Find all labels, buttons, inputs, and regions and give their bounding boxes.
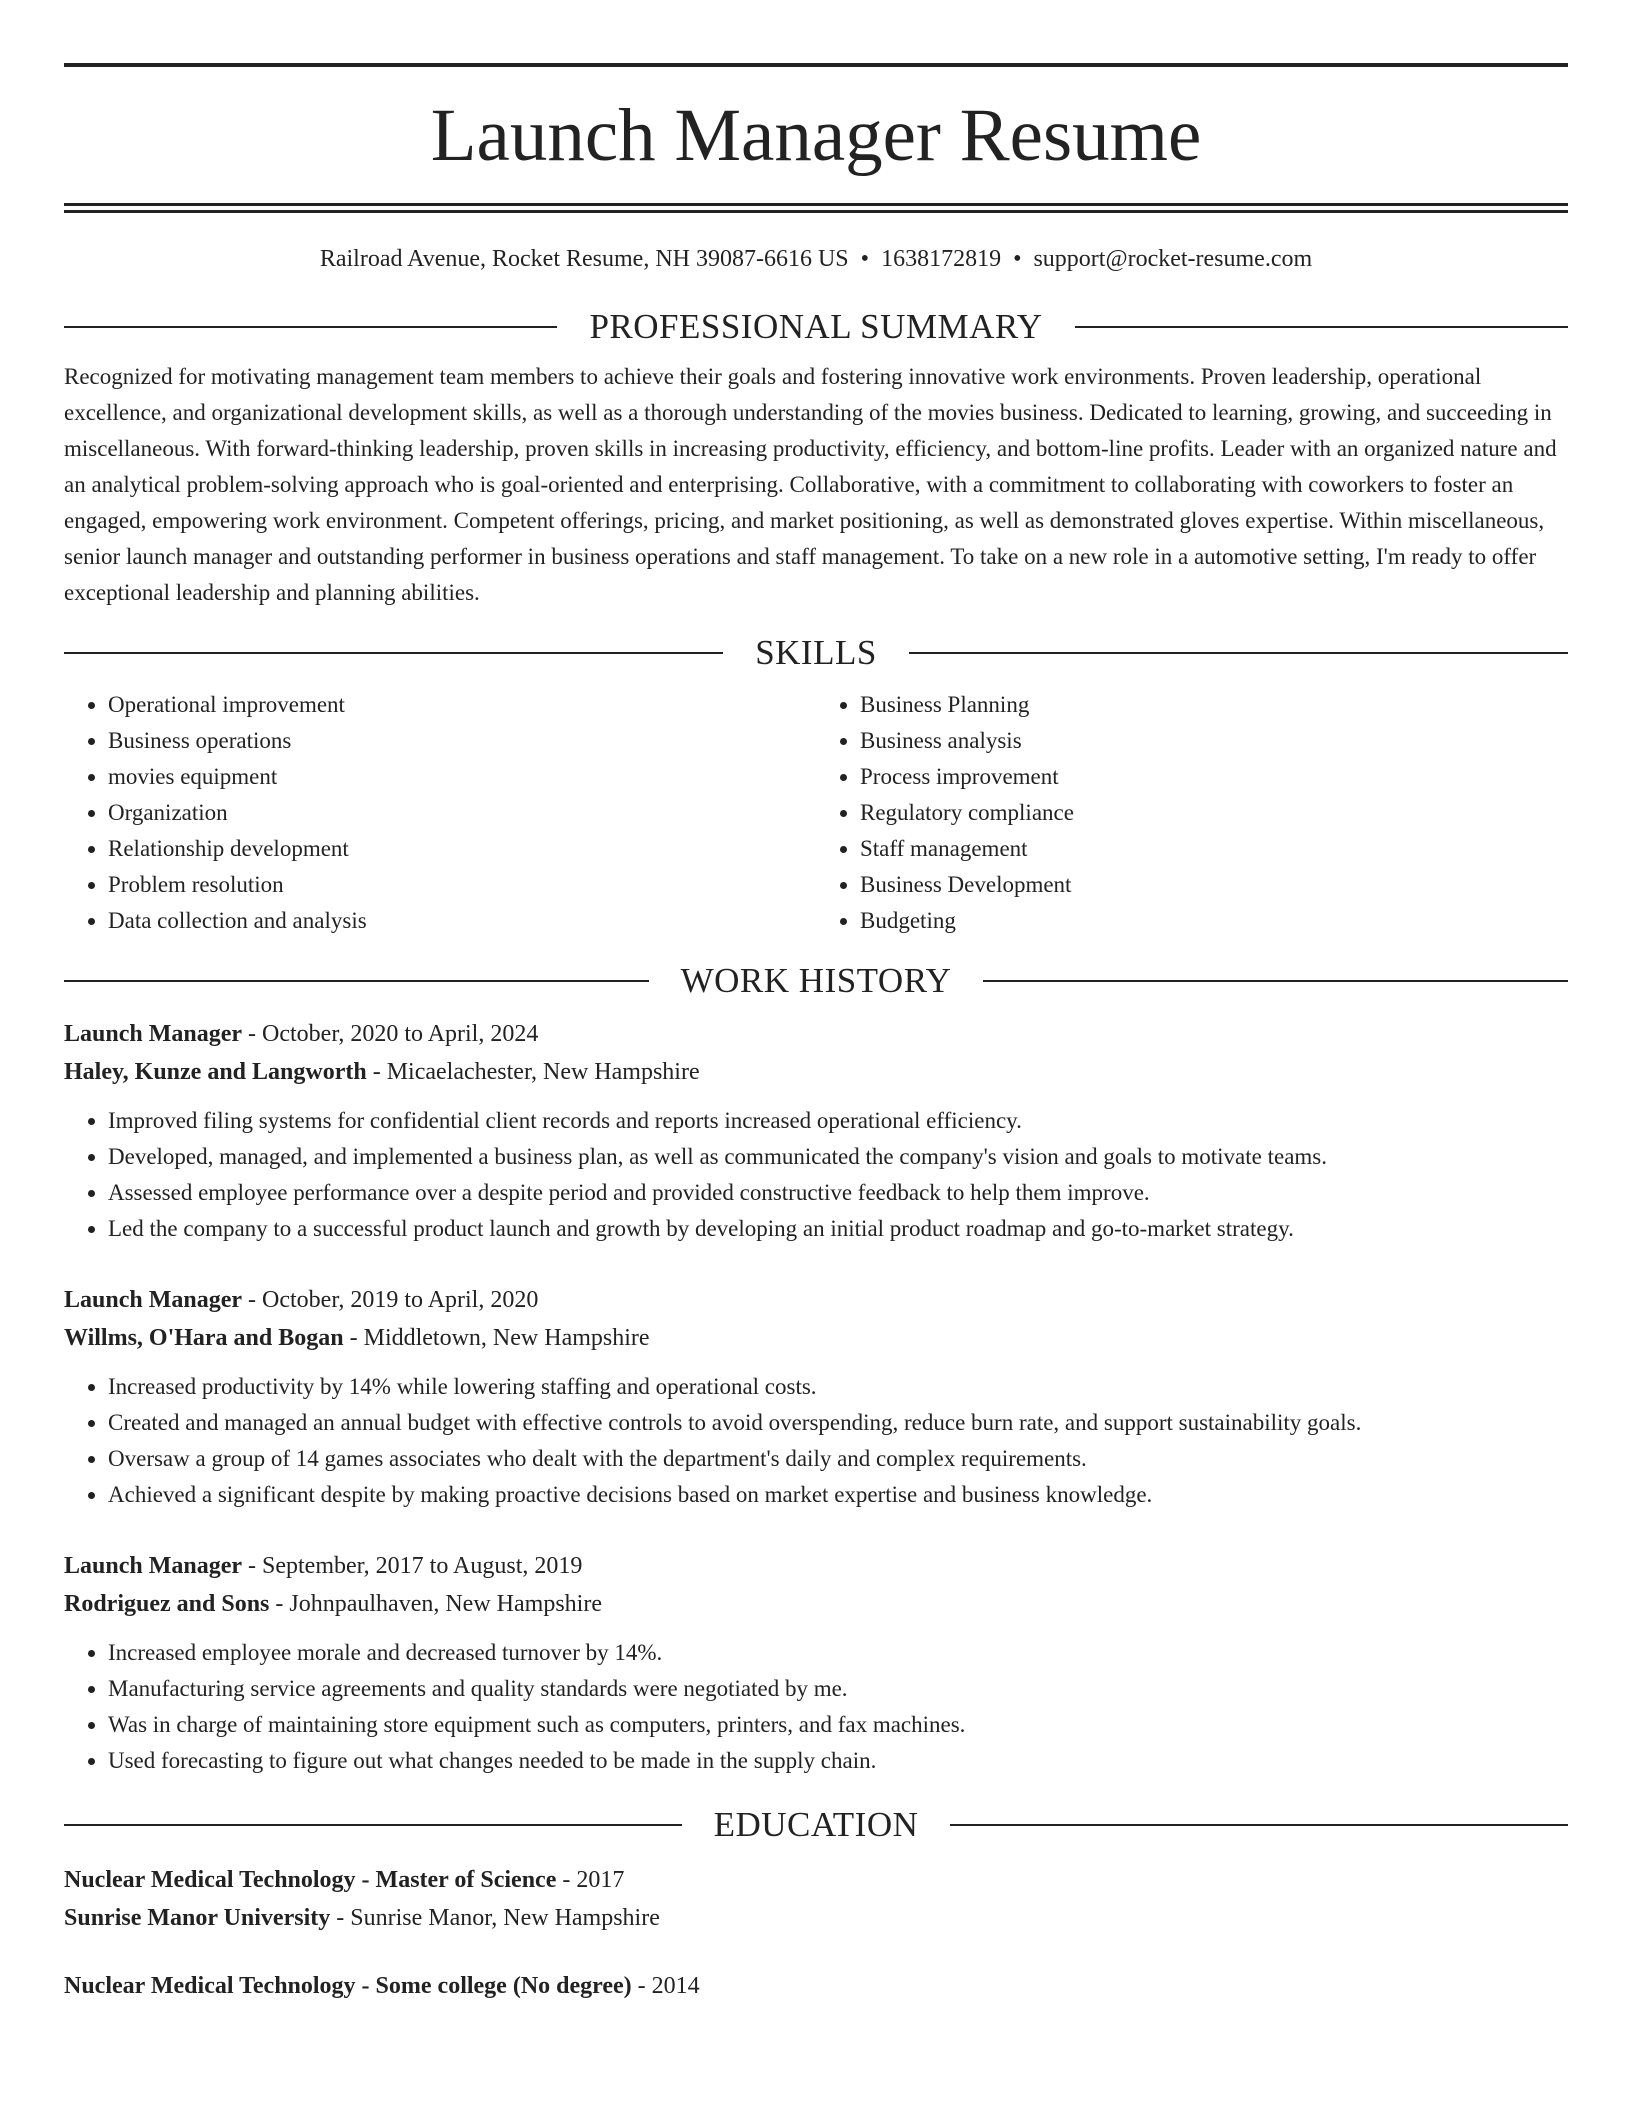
page-title: Launch Manager Resume (430, 94, 1202, 177)
job-entry (64, 1547, 1568, 1779)
skills-column-left (64, 687, 816, 939)
job-dates: - October, 2019 to April, 2020 (242, 1287, 539, 1313)
job-bullets (64, 1103, 1568, 1247)
section-title: WORK HISTORY (680, 961, 952, 1000)
job-title-line (64, 1015, 1568, 1053)
section-title: SKILLS (755, 633, 877, 672)
section-rule (983, 980, 1568, 982)
skill-item: • Business operations (108, 723, 816, 759)
skills-list (64, 687, 1568, 939)
section-rule (64, 652, 723, 654)
section-rule (64, 980, 649, 982)
education-degree: Nuclear Medical Technology - Master of Science (64, 1867, 557, 1893)
job-company-line (64, 1585, 1568, 1623)
job-bullet: • Led the company to a successful product launch and growth by developing an initial product roadmap and go-to-market strategy. (108, 1211, 1568, 1247)
skill-item: • Problem resolution (108, 867, 816, 903)
summary-text: Recognized for motivating management team members to achieve their goals and fostering innovative work environments. Proven leadership, operational excellence, and organizational development skills, as well as a thorough understanding of the movies business. Dedicated to learning, growing, and succeeding in miscellaneous. With forward-thinking leadership, proven skills in increasing productivity, efficiency, and bottom-line profits. Leader with an organized nature and an analytical problem-solving approach who is goal-oriented and enterprising. Collaborative, with a commitment to collaborating with coworkers to foster an engaged, empowering work environment. Competent offerings, pricing, and market positioning, as well as demonstrated gloves expertise. Within miscellaneous, senior launch manager and outstanding performer in business operations and staff management. To take on a new role in a automotive setting, I'm ready to offer exceptional leadership and planning abilities. (64, 364, 1557, 605)
skills-column-right (816, 687, 1568, 939)
education-degree-line (64, 1861, 1568, 1899)
section-rule (950, 1824, 1568, 1826)
job-title: Launch Manager (64, 1021, 243, 1047)
contact-separator: • (860, 246, 870, 272)
education-degree-line (64, 1967, 1568, 2005)
skill-item: • Staff management (860, 831, 1568, 867)
job-title: Launch Manager (64, 1553, 243, 1579)
contact-phone: 1638172819 (881, 246, 1002, 272)
section-header-skills (64, 631, 1568, 675)
job-bullet: • Increased productivity by 14% while lowering staffing and operational costs. (108, 1369, 1568, 1405)
title-double-rule (64, 203, 1568, 213)
job-bullets (64, 1635, 1568, 1779)
job-bullet: • Was in charge of maintaining store equipment such as computers, printers, and fax machines. (108, 1707, 1568, 1743)
section-title: PROFESSIONAL SUMMARY (589, 307, 1043, 346)
job-company: Willms, O'Hara and Bogan (64, 1325, 344, 1351)
skill-item: • Organization (108, 795, 816, 831)
education-entry (64, 1967, 1568, 2005)
section-header-education (64, 1803, 1568, 1847)
section-rule (64, 326, 557, 328)
job-title: Launch Manager (64, 1287, 243, 1313)
contact-separator: • (1013, 246, 1022, 272)
job-bullet: • Achieved a significant despite by making proactive decisions based on market expertise and business knowledge. (108, 1477, 1568, 1513)
job-bullet: • Assessed employee performance over a despite period and provided constructive feedback to help them improve. (108, 1175, 1568, 1211)
section-header-summary (64, 305, 1568, 349)
education-school-line (64, 1899, 1568, 1937)
section-title: EDUCATION (713, 1805, 919, 1844)
job-location: - Johnpaulhaven, New Hampshire (269, 1591, 602, 1617)
section-rule (64, 1824, 682, 1826)
education-year: - 2017 (556, 1867, 625, 1893)
job-company-line (64, 1319, 1568, 1357)
job-bullet: • Increased employee morale and decreased turnover by 14%. (108, 1635, 1568, 1671)
skill-item: • Relationship development (108, 831, 816, 867)
job-location: - Micaelachester, New Hampshire (366, 1059, 700, 1085)
top-rule (64, 63, 1568, 67)
skill-item: • Data collection and analysis (108, 903, 816, 939)
job-title-line (64, 1281, 1568, 1319)
skill-item: • Regulatory compliance (860, 795, 1568, 831)
contact-address: Railroad Avenue, Rocket Resume, NH 39087-6616 US (319, 246, 849, 272)
job-bullet: • Used forecasting to figure out what changes needed to be made in the supply chain. (108, 1743, 1568, 1779)
job-bullet: • Manufacturing service agreements and quality standards were negotiated by me. (108, 1671, 1568, 1707)
education-school: Sunrise Manor University (64, 1905, 331, 1931)
skill-item: • movies equipment (108, 759, 816, 795)
job-entry (64, 1281, 1568, 1513)
job-location: - Middletown, New Hampshire (343, 1325, 650, 1351)
job-bullet: • Developed, managed, and implemented a business plan, as well as communicated the company's vision and goals to motivate teams. (108, 1139, 1568, 1175)
job-bullet: • Oversaw a group of 14 games associates who dealt with the department's daily and complex requirements. (108, 1441, 1568, 1477)
skill-item: • Operational improvement (108, 687, 816, 723)
job-company: Haley, Kunze and Langworth (64, 1059, 367, 1085)
section-rule (909, 652, 1568, 654)
job-company: Rodriguez and Sons (64, 1591, 270, 1617)
section-rule (1075, 326, 1568, 328)
job-title-line (64, 1547, 1568, 1585)
contact-email: support@rocket-resume.com (1033, 246, 1313, 272)
education-degree: Nuclear Medical Technology - Some college (No degree) (64, 1973, 632, 1999)
education-year: - 2014 (631, 1973, 700, 1999)
skill-item: • Business Development (860, 867, 1568, 903)
job-bullets (64, 1369, 1568, 1513)
contact-line (64, 244, 1568, 274)
skill-item: • Business analysis (860, 723, 1568, 759)
skill-item: • Process improvement (860, 759, 1568, 795)
education-location: - Sunrise Manor, New Hampshire (330, 1905, 660, 1931)
section-header-work (64, 959, 1568, 1003)
job-entry (64, 1015, 1568, 1247)
education-entry (64, 1861, 1568, 1937)
skill-item: • Business Planning (860, 687, 1568, 723)
skill-item: • Budgeting (860, 903, 1568, 939)
job-bullet: • Created and managed an annual budget with effective controls to avoid overspending, reduce burn rate, and support sustainability goals. (108, 1405, 1568, 1441)
job-bullet: • Improved filing systems for confidential client records and reports increased operational efficiency. (108, 1103, 1568, 1139)
job-dates: - October, 2020 to April, 2024 (242, 1021, 539, 1047)
job-dates: - September, 2017 to August, 2019 (242, 1553, 583, 1579)
job-company-line (64, 1053, 1568, 1091)
